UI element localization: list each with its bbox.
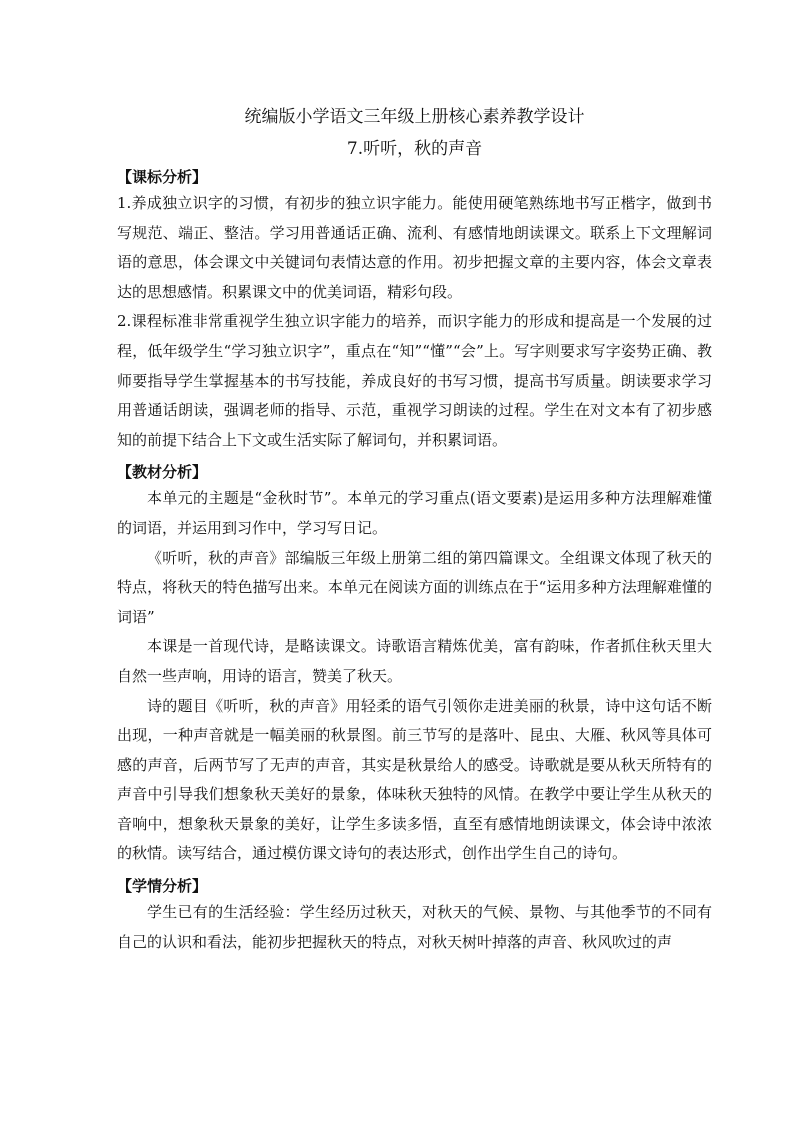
section-heading: 【学情分析】 xyxy=(117,877,208,896)
paragraph: 学生已有的生活经验：学生经历过秋天，对秋天的气候、景物、与其他季节的不同有自己的认识和看法，能初步把握秋天的特点，对秋天树叶掉落的声音、秋风吹过的声 xyxy=(117,903,712,951)
document-body xyxy=(117,106,712,957)
paragraph: 《听听，秋的声音》部编版三年级上册第二组的第四篇课文。全组课文体现了秋天的特点，将秋天的特色描写出来。本单元在阅读方面的训练点在于“运用多种方法理解难懂的词语” xyxy=(117,548,712,626)
paragraph: 本课是一首现代诗，是略读课文。诗歌语言精炼优美，富有韵味，作者抓住秋天里大自然一些声响，用诗的语言，赞美了秋天。 xyxy=(117,637,712,685)
paragraph: 本单元的主题是“金秋时节”。本单元的学习重点(语文要素)是运用多种方法理解难懂的词语，并运用到习作中，学习写日记。 xyxy=(117,489,712,537)
paragraph: 诗的题目《听听，秋的声音》用轻柔的语气引领你走进美丽的秋景，诗中这句话不断出现，一种声音就是一幅美丽的秋景图。前三节写的是落叶、昆虫、大雁、秋风等具体可感的声音，后两节写了无声的声音，其实是秋景给人的感受。诗歌就是要从秋天所特有的声音中引导我们想象秋天美好的景象，体味秋天独特的风情。在教学中要让学生从秋天的音响中，想象秋天景象的美好，让学生多读多悟，直至有感情地朗读课文，体会诗中浓浓的秋情。读写结合，通过模仿课文诗句的表达形式，创作出学生自己的诗句。 xyxy=(117,696,712,863)
section-heading: 【教材分析】 xyxy=(117,463,208,482)
section-student-analysis xyxy=(117,875,712,957)
paragraph: 2.课程标准非常重视学生独立识字能力的培养，而识字能力的形成和提高是一个发展的过程，低年级学生“学习独立识字”，重点在“知”“懂”“会”上。写字则要求写字姿势正确、教师要指导学生掌握基本的书写技能，养成良好的书写习惯，提高书写质量。朗读要求学习用普通话朗读，强调老师的指导、示范，重视学习朗读的过程。学生在对文本有了初步感知的前提下结合上下文或生活实际了解词句，并积累词语。 xyxy=(117,312,712,449)
section-textbook-analysis xyxy=(117,461,712,869)
section-heading: 【课标分析】 xyxy=(117,168,208,186)
lesson-title: 7.听听，秋的声音 xyxy=(346,139,483,159)
document-title: 统编版小学语文三年级上册核心素养教学设计 xyxy=(244,107,585,127)
section-curriculum-analysis xyxy=(117,166,712,455)
paragraph: 1.养成独立识字的习惯，有初步的独立识字能力。能使用硬笔熟练地书写正楷字，做到书写规范、端正、整洁。学习用普通话正确、流利、有感情地朗读课文。联系上下文理解词语的意思，体会课文中关键词句表情达意的作用。初步把握文章的主要内容，体会文章表达的思想感情。积累课文中的优美词语，精彩句段。 xyxy=(117,194,712,301)
